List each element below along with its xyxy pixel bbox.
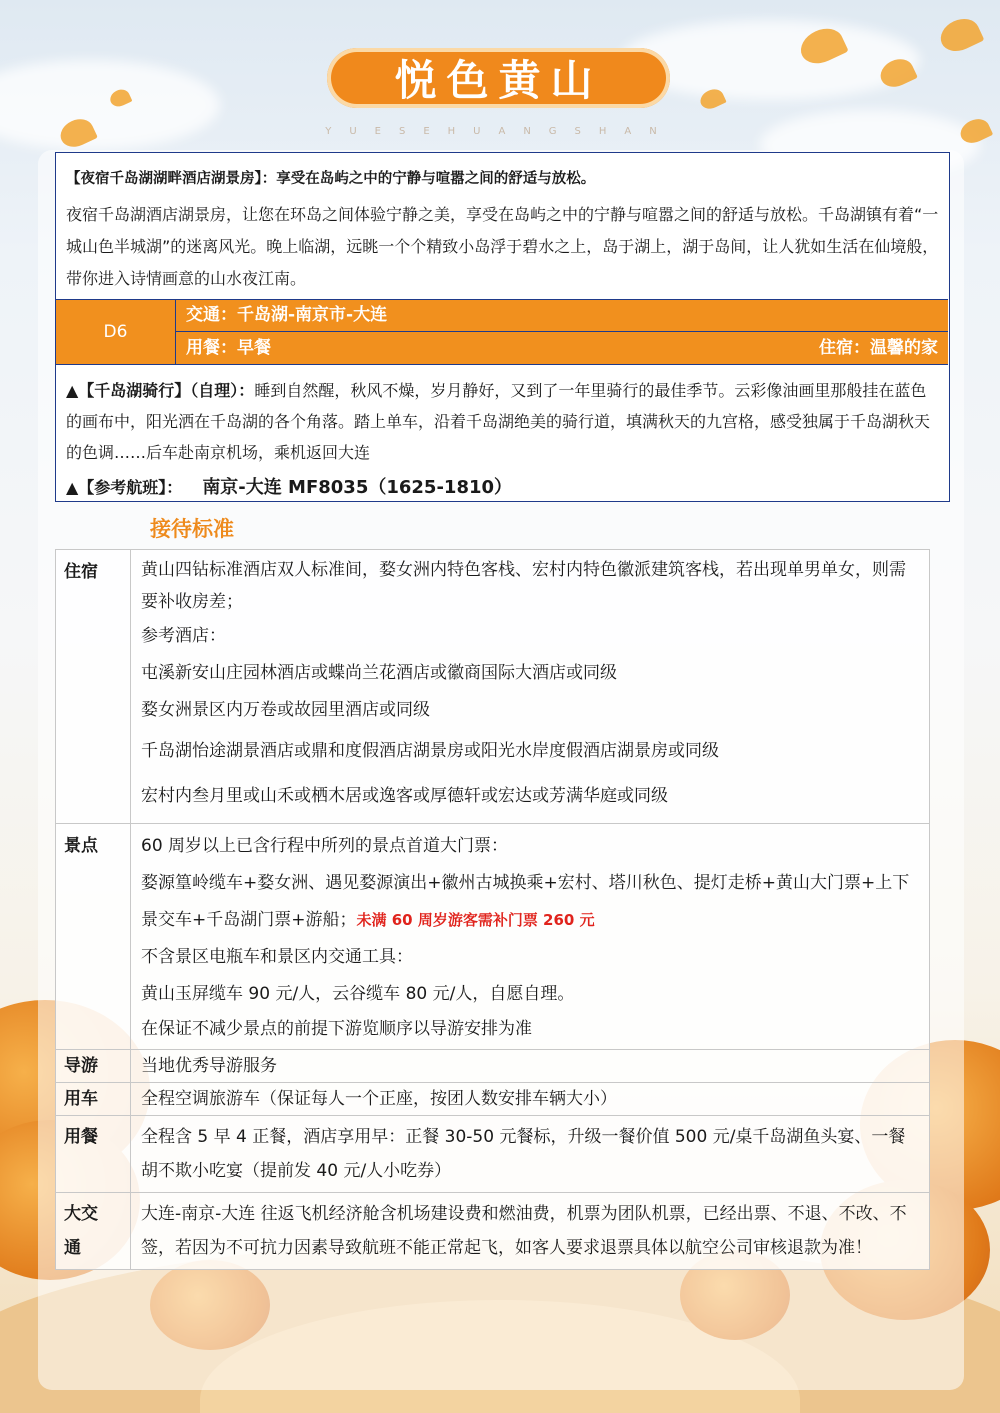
reception-standards-table xyxy=(55,549,930,1270)
text-line: 黄山玉屏缆车 90 元/人，云谷缆车 80 元/人，自愿自理。 xyxy=(141,984,575,1004)
row-value xyxy=(131,550,930,824)
page-title-badge xyxy=(327,48,670,108)
table-row xyxy=(56,1193,930,1270)
table-row xyxy=(56,1083,930,1116)
table-row xyxy=(56,1050,930,1083)
text-line: 黄山四钻标准酒店双人标准间，婺女洲内特色客栈、宏村内特色徽派建筑客栈，若出现单男单女，则需要补收房差； xyxy=(141,560,906,612)
table-row xyxy=(56,550,930,824)
row-label: 大交通 xyxy=(56,1193,131,1270)
itinerary-table xyxy=(55,152,950,502)
day-transport: 交通：千岛湖-南京市-大连 xyxy=(176,300,948,332)
text-line: 千岛湖怡途湖景酒店或鼎和度假酒店湖景房或阳光水岸度假酒店湖景房或同级 xyxy=(141,741,719,761)
price-note: 未满 60 周岁游客需补门票 260 元 xyxy=(356,911,595,929)
table-row xyxy=(56,824,930,1050)
row-label: 用车 xyxy=(56,1083,131,1116)
ride-text: 睡到自然醒，秋风不燥，岁月静好，又到了一年里骑行的最佳季节。云彩像油画里那般挂在蓝色的画布中，阳光洒在千岛湖的各个角落。踏上单车，沿着千岛湖绝美的骑行道，填满秋天的九宫格，感受独属于千岛湖秋天的色调……后车赴南京机场，乘机返回大连 xyxy=(66,381,931,462)
table-row xyxy=(56,1116,930,1193)
reference-flight xyxy=(66,473,512,499)
section-title: 接待标准 xyxy=(150,517,234,541)
ride-activity xyxy=(66,375,942,468)
text-line: 不含景区电瓶车和景区内交通工具： xyxy=(141,947,413,967)
day-meals: 用餐：早餐 xyxy=(186,338,271,358)
day-lodging: 住宿：温馨的家 xyxy=(819,338,938,358)
row-value: 全程空调旅游车（保证每人一个正座，按团人数安排车辆大小） xyxy=(131,1083,930,1116)
row-label: 住宿 xyxy=(56,550,131,824)
day-meals-lodging xyxy=(176,332,948,364)
page-title: 悦色黄山 xyxy=(394,56,603,105)
row-value: 大连-南京-大连 往返飞机经济舱含机场建设费和燃油费，机票为团队机票，已经出票、不退、不改、不签，若因为不可抗力因素导致航班不能正常起飞，如客人要求退票具体以航空公司审核退款为准！ xyxy=(131,1193,930,1270)
row-value: 全程含 5 早 4 正餐，酒店享用早：正餐 30-50 元餐标，升级一餐价值 500 元/桌千岛湖鱼头宴、一餐胡不欺小吃宴（提前发 40 元/人小吃券） xyxy=(131,1116,930,1193)
flight-value: 南京-大连 MF8035（1625-1810） xyxy=(202,477,513,498)
row-value xyxy=(131,824,930,1050)
page-subtitle: YUESEHUANGSHAN xyxy=(325,126,675,137)
text-line: 60 周岁以上已含行程中所列的景点首道大门票： xyxy=(141,836,509,856)
stay-highlight: 【夜宿千岛湖湖畔酒店湖景房】：享受在岛屿之中的宁静与喧嚣之间的舒适与放松。 xyxy=(66,171,596,187)
text-line: 参考酒店： xyxy=(141,626,226,646)
text-line: 在保证不减少景点的前提下游览顺序以导游安排为准 xyxy=(141,1019,532,1039)
row-label: 用餐 xyxy=(56,1116,131,1193)
day-header-row xyxy=(56,299,948,365)
row-label: 景点 xyxy=(56,824,131,1050)
text-line: 宏村内叁月里或山禾或栖木居或逸客或厚德轩或宏达或芳满华庭或同级 xyxy=(141,786,668,806)
sights-list: 婺源篁岭缆车+婺女洲、遇见婺源演出+徽州古城换乘+宏村、塔川秋色、提灯走桥+黄山大门票+上下景交车+千岛湖门票+游船； xyxy=(141,873,910,930)
day-number: D6 xyxy=(56,300,176,364)
ride-title: ▲【千岛湖骑行】（自理）： xyxy=(66,381,255,400)
text-line: 婺女洲景区内万卷或故园里酒店或同级 xyxy=(141,700,430,720)
text-line: 屯溪新安山庄园林酒店或蝶尚兰花酒店或徽商国际大酒店或同级 xyxy=(141,663,617,683)
flight-label: ▲【参考航班】： xyxy=(66,478,183,497)
text-line xyxy=(141,865,921,939)
row-label: 导游 xyxy=(56,1050,131,1083)
row-value: 当地优秀导游服务 xyxy=(131,1050,930,1083)
stay-description: 夜宿千岛湖酒店湖景房，让您在环岛之间体验宁静之美，享受在岛屿之中的宁静与喧嚣之间的舒适与放松。千岛湖镇有着“一城山色半城湖”的迷离风光。晚上临湖，远眺一个个精致小岛浮于碧水之上，岛于湖上，湖于岛间，让人犹如生活在仙境般，带你进入诗情画意的山水夜江南。 xyxy=(66,205,939,288)
